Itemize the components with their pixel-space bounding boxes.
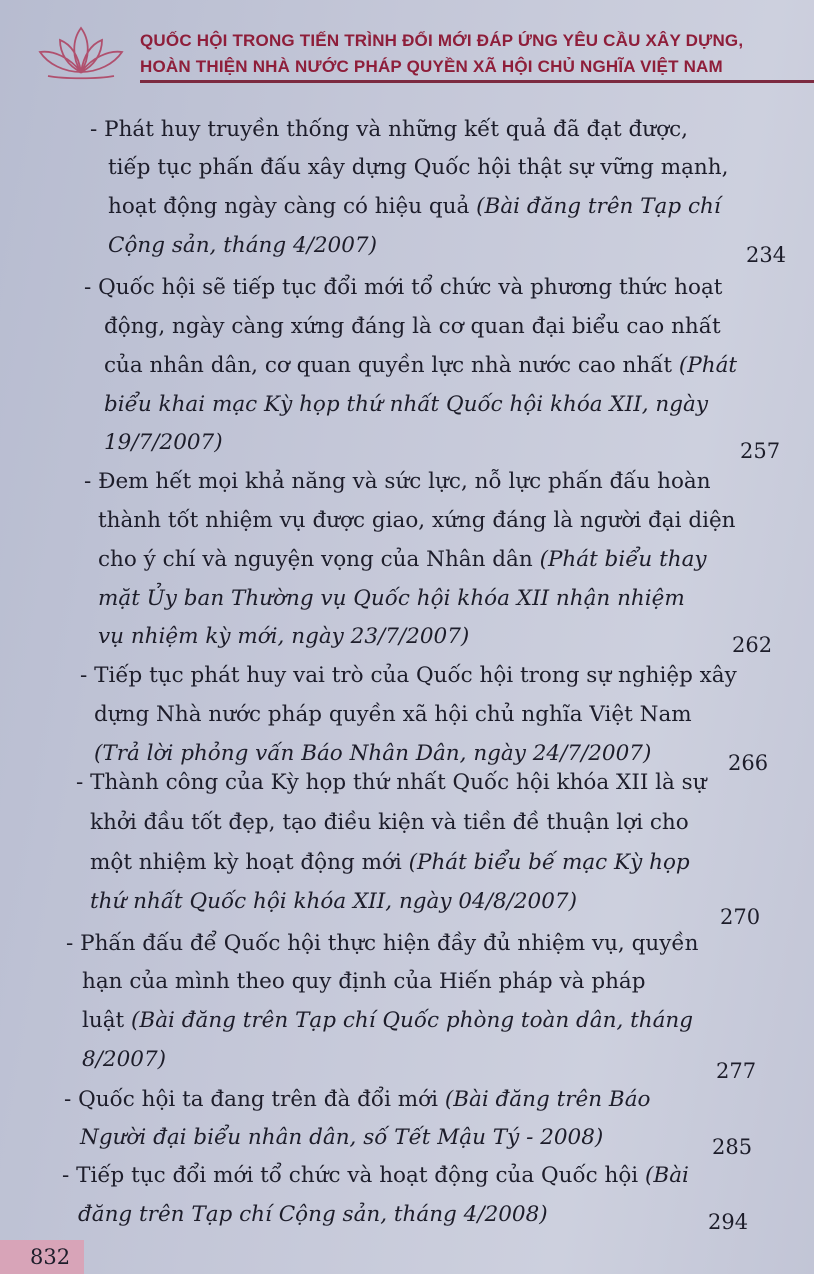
- toc-entry-source-text: (Bài đăng trên Tạp chí Quốc phòng toàn dân, tháng: [131, 1008, 694, 1033]
- toc-entry-source-text: Cộng sản, tháng 4/2007): [108, 233, 377, 258]
- toc-entry-title-text: khởi đầu tốt đẹp, tạo điều kiện và tiền đề thuận lợi cho: [90, 810, 689, 835]
- toc-entry-line: [90, 882, 577, 921]
- toc-entry-title-text: hoạt động ngày càng có hiệu quả: [108, 194, 477, 219]
- page-number-tab: [0, 1240, 84, 1274]
- toc-entry-page-number: 277: [716, 1059, 757, 1083]
- toc-entry-line: [90, 803, 689, 842]
- toc-entry-page-number: 262: [732, 633, 773, 657]
- toc-entry-source-text: mặt Ủy ban Thường vụ Quốc hội khóa XII nhận nhiệm: [98, 586, 685, 611]
- toc-entry-source-text: (Bài đăng trên Tạp chí: [476, 194, 721, 219]
- toc-entry-title-text: - Quốc hội ta đang trên đà đổi mới: [64, 1087, 445, 1112]
- toc-entry-title-text: dựng Nhà nước pháp quyền xã hội chủ nghĩa Việt Nam: [94, 702, 692, 727]
- toc-entry-title-text: hạn của mình theo quy định của Hiến pháp và pháp: [82, 969, 646, 994]
- toc-entry-line: [82, 1040, 166, 1079]
- page-number: 832: [30, 1245, 71, 1269]
- toc-entry-page-number: 266: [728, 751, 769, 775]
- toc-entry-title-text: - Tiếp tục phát huy vai trò của Quốc hội trong sự nghiệp xây: [80, 663, 737, 688]
- toc-entry-line: [104, 307, 721, 346]
- toc-entry-line: [90, 110, 688, 149]
- toc-entry-line: [104, 346, 737, 385]
- toc-entry-page-number: 294: [708, 1210, 749, 1234]
- toc-entry-line: [108, 226, 377, 265]
- toc-entry-title-text: tiếp tục phấn đấu xây dựng Quốc hội thật sự vững mạnh,: [108, 155, 729, 180]
- toc-entry-line: [108, 148, 728, 187]
- toc-entry-line: [84, 268, 722, 307]
- header-title-line-1: QUỐC HỘI TRONG TIẾN TRÌNH ĐỔI MỚI ĐÁP ỨNG YÊU CẦU XÂY DỰNG,: [140, 31, 744, 50]
- toc-entry-line: [98, 540, 707, 579]
- toc-entry-line: [80, 1118, 603, 1157]
- toc-entry-source-text: (Phát biểu thay: [539, 547, 707, 572]
- toc-entry-line: [104, 385, 708, 424]
- toc-entry-title-text: cho ý chí và nguyện vọng của Nhân dân: [98, 547, 540, 572]
- toc-entry-source-text: 19/7/2007): [104, 430, 223, 455]
- toc-entry-source-text: (Trả lời phỏng vấn Báo Nhân Dân, ngày 24/7/2007): [94, 741, 652, 766]
- toc-entry-page-number: 257: [740, 439, 781, 463]
- toc-entry-line: [80, 656, 737, 695]
- toc-entry-page-number: 270: [720, 905, 761, 929]
- toc-entry-line: [84, 462, 711, 501]
- toc-entry-source-text: 8/2007): [82, 1047, 167, 1072]
- toc-entry-line: [78, 1195, 548, 1234]
- header-title-line-2: HOÀN THIỆN NHÀ NƯỚC PHÁP QUYỀN XÃ HỘI CHỦ NGHĨA VIỆT NAM: [140, 57, 723, 76]
- toc-entry-line: [66, 924, 698, 963]
- toc-entry-source-text: (Phát biểu bế mạc Kỳ họp: [408, 850, 690, 875]
- toc-entry-source-text: biểu khai mạc Kỳ họp thứ nhất Quốc hội khóa XII, ngày: [104, 392, 708, 417]
- toc-entry-title-text: - Thành công của Kỳ họp thứ nhất Quốc hội khóa XII là sự: [76, 770, 707, 795]
- toc-entry-source-text: thứ nhất Quốc hội khóa XII, ngày 04/8/2007): [90, 889, 577, 914]
- toc-entry-line: [108, 187, 721, 226]
- toc-entry-line: [76, 763, 707, 802]
- toc-entry-line: [82, 1001, 693, 1040]
- toc-entry-title-text: - Phấn đấu để Quốc hội thực hiện đầy đủ nhiệm vụ, quyền: [66, 931, 699, 956]
- toc-entry-line: [98, 579, 685, 618]
- toc-entry-page-number: 285: [712, 1135, 753, 1159]
- toc-entry-title-text: - Tiếp tục đổi mới tổ chức và hoạt động của Quốc hội: [62, 1163, 645, 1188]
- toc-entry-source-text: vụ nhiệm kỳ mới, ngày 23/7/2007): [98, 624, 470, 649]
- toc-entry-line: [90, 843, 690, 882]
- toc-entry-source-text: đăng trên Tạp chí Cộng sản, tháng 4/2008): [78, 1202, 548, 1227]
- toc-entry-line: [82, 962, 646, 1001]
- toc-entry-title-text: - Quốc hội sẽ tiếp tục đổi mới tổ chức và phương thức hoạt: [84, 275, 723, 300]
- toc-entry-line: [104, 423, 223, 462]
- toc-entry-line: [64, 1080, 650, 1119]
- toc-entry-page-number: 234: [746, 243, 787, 267]
- toc-entry-title-text: - Đem hết mọi khả năng và sức lực, nỗ lực phấn đấu hoàn: [84, 469, 711, 494]
- toc-entry-source-text: (Bài: [645, 1163, 689, 1188]
- toc-entry-title-text: động, ngày càng xứng đáng là cơ quan đại biểu cao nhất: [104, 314, 721, 339]
- toc-entry-title-text: - Phát huy truyền thống và những kết quả đã đạt được,: [90, 117, 688, 142]
- toc-entry-line: [98, 501, 736, 540]
- toc-entry-title-text: thành tốt nhiệm vụ được giao, xứng đáng là người đại diện: [98, 508, 736, 533]
- toc-entry-title-text: một nhiệm kỳ hoạt động mới: [90, 850, 409, 875]
- toc-entry-source-text: (Phát: [678, 353, 738, 378]
- toc-entry-line: [98, 617, 469, 656]
- toc-entry-title-text: luật: [82, 1008, 132, 1033]
- toc-entry-title-text: của nhân dân, cơ quan quyền lực nhà nước cao nhất: [104, 353, 679, 378]
- toc-entry-line: [62, 1156, 689, 1195]
- toc-entry-source-text: (Bài đăng trên Báo: [444, 1087, 651, 1112]
- toc-entry-source-text: Người đại biểu nhân dân, số Tết Mậu Tý - 2008): [80, 1125, 604, 1150]
- toc-entry-line: [94, 695, 692, 734]
